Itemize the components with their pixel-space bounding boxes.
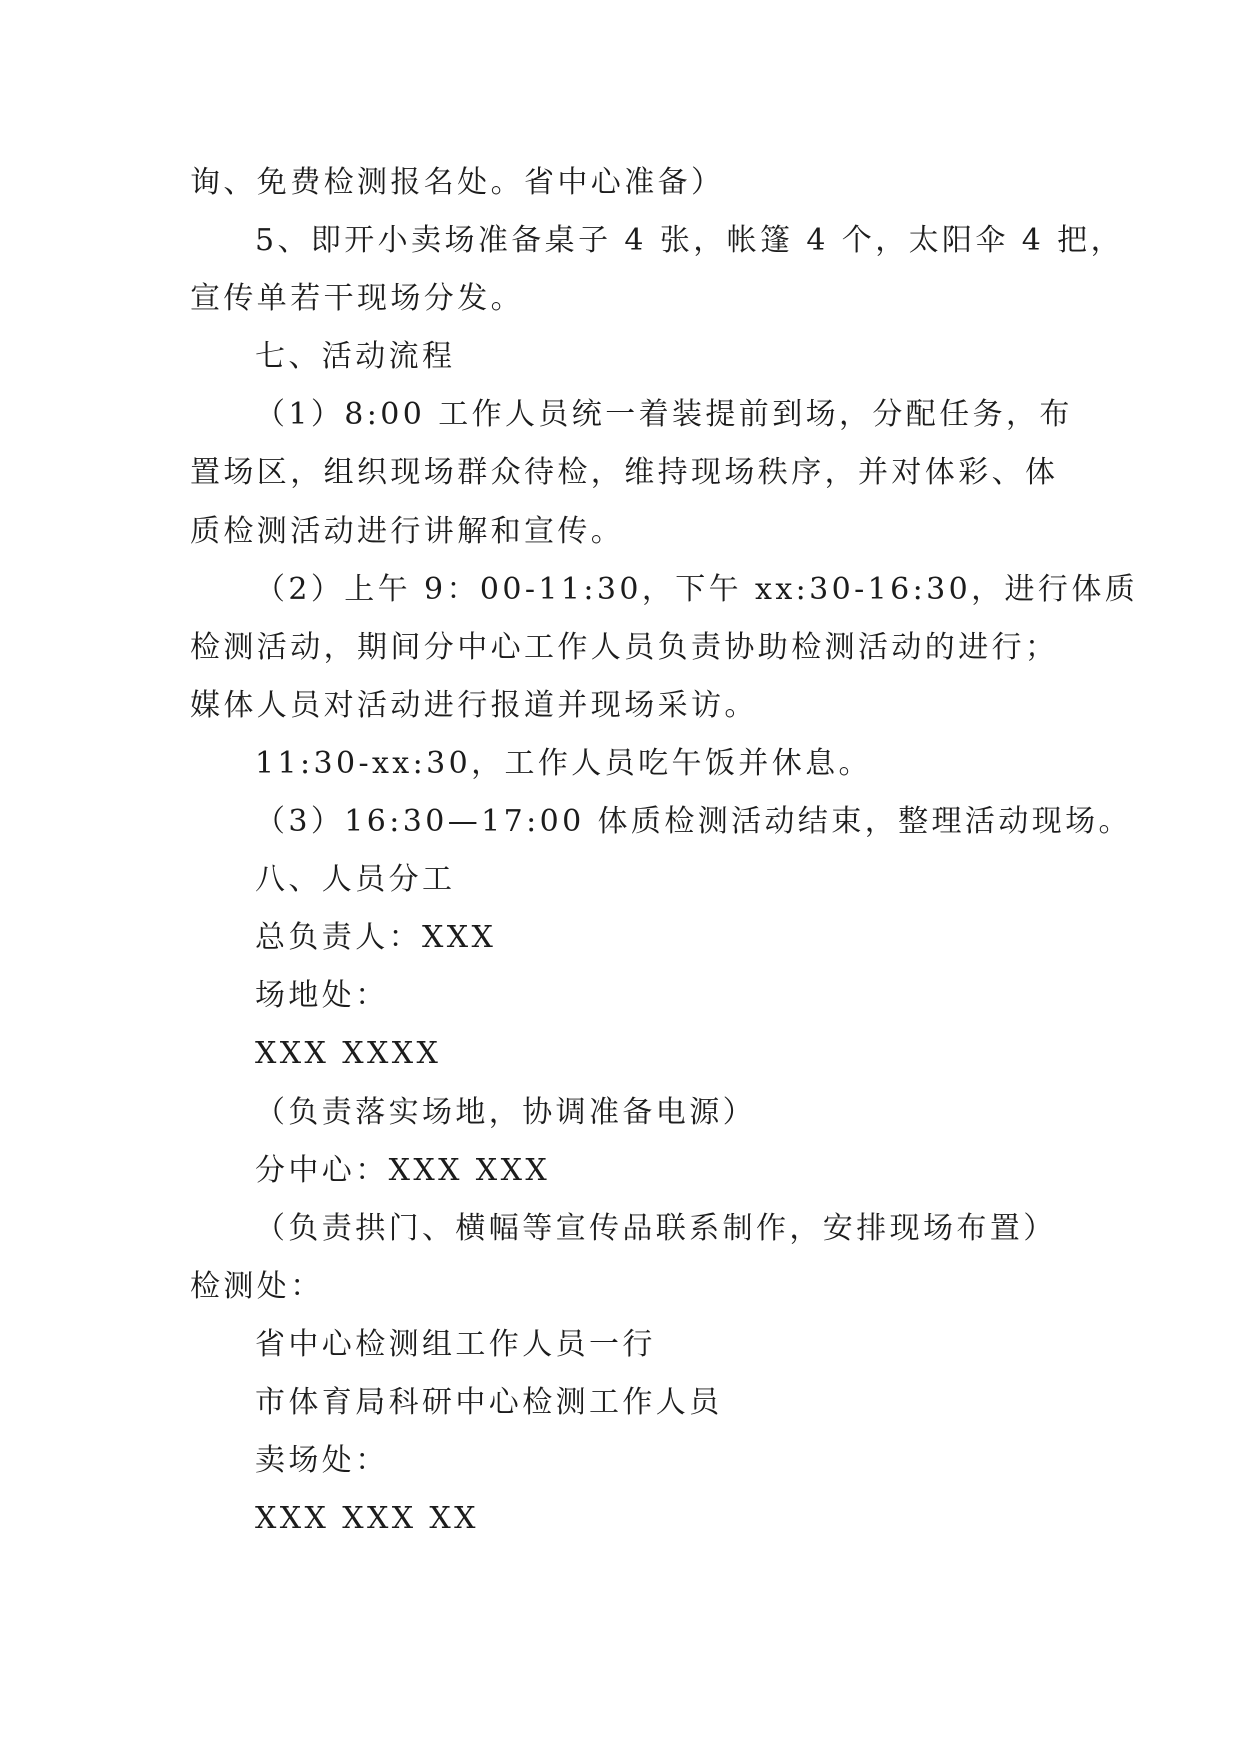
list-item-5-continuation-line: 宣传单若干现场分发。 xyxy=(190,281,524,317)
venue-office-duty: （负责落实场地，协调准备电源） xyxy=(255,1094,756,1130)
step-2-line: （2）上午 9：00-11:30，下午 xx:30-16:30，进行体质 xyxy=(255,571,1139,607)
sales-office-names: XXX XXX XX xyxy=(255,1501,479,1537)
section-heading-activity-process: 七、活动流程 xyxy=(255,339,456,375)
list-item-5-line: 5、即开小卖场准备桌子 4 张，帐篷 4 个，太阳伞 4 把， xyxy=(255,223,1124,259)
testing-office-member-line: 省中心检测组工作人员一行 xyxy=(255,1326,656,1362)
sales-office-label: 卖场处： xyxy=(255,1443,389,1479)
paragraph-continuation-line: 询、免费检测报名处。省中心准备） xyxy=(190,165,725,200)
general-manager-line: 总负责人：XXX xyxy=(255,920,497,956)
step-1-line: （1）8:00 工作人员统一着装提前到场，分配任务，布 xyxy=(255,397,1073,433)
step-3-line: （3）16:30—17:00 体质检测活动结束，整理活动现场。 xyxy=(255,804,1132,840)
document-body xyxy=(190,154,1139,1548)
sub-center-line: 分中心：XXX XXX xyxy=(255,1152,551,1188)
sub-center-duty: （负责拱门、横幅等宣传品联系制作，安排现场布置） xyxy=(255,1210,1057,1246)
section-heading-staff-assignment: 八、人员分工 xyxy=(255,862,456,898)
testing-office-label: 检测处： xyxy=(190,1268,324,1304)
step-2-continuation-line: 检测活动，期间分中心工作人员负责协助检测活动的进行； xyxy=(190,629,1059,665)
testing-office-member-line: 市体育局科研中心检测工作人员 xyxy=(255,1384,723,1420)
step-1-continuation-line: 质检测活动进行讲解和宣传。 xyxy=(190,513,625,549)
lunch-break-line: 11:30-xx:30，工作人员吃午饭并休息。 xyxy=(255,745,872,781)
venue-office-names: XXX XXXX xyxy=(255,1036,442,1072)
venue-office-label: 场地处： xyxy=(255,978,389,1014)
step-1-continuation-line: 置场区，组织现场群众待检，维持现场秩序，并对体彩、体 xyxy=(190,455,1059,491)
step-2-continuation-line: 媒体人员对活动进行报道并现场采访。 xyxy=(190,687,758,723)
